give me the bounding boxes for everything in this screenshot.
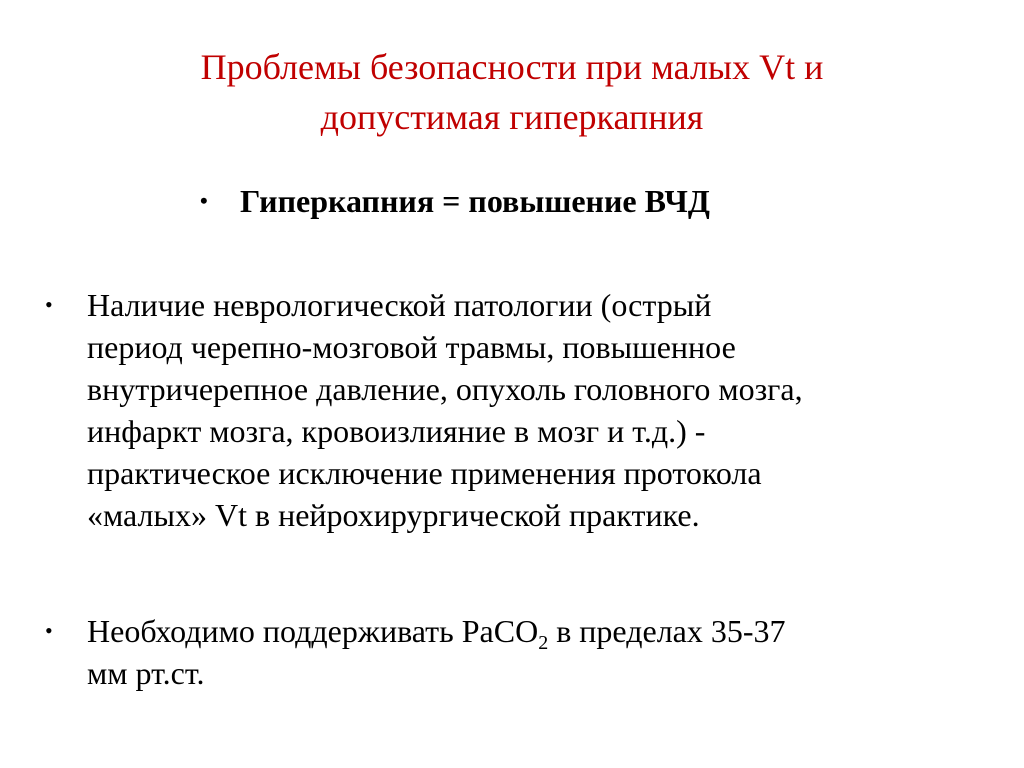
text-line: мм рт.ст.	[87, 655, 205, 691]
bullet-dot-icon: •	[45, 292, 53, 317]
bullet-neurological-text	[87, 284, 985, 536]
text-line: период черепно-мозговой травмы, повышенное	[87, 329, 736, 365]
bullet-dot-icon: •	[200, 188, 208, 213]
bullet-paco2	[45, 610, 985, 694]
text-line: «малых» Vt в нейрохирургической практике.	[87, 497, 700, 533]
text-line: инфаркт мозга, кровоизлияние в мозг и т.д.) -	[87, 413, 706, 449]
title-line-2: допустимая гиперкапния	[320, 97, 704, 137]
paco2-text-before: Необходимо поддерживать PaCO	[87, 613, 539, 649]
text-line	[87, 610, 985, 652]
bullet-neurological-pathology	[45, 284, 985, 536]
bullet-hypercapnia	[200, 180, 900, 222]
bullet-dot-icon: •	[45, 618, 53, 643]
paco2-subscript: 2	[538, 632, 549, 654]
text-line: практическое исключение применения протокола	[87, 455, 762, 491]
bullet-hypercapnia-text: Гиперкапния = повышение ВЧД	[240, 183, 710, 219]
text-line: внутричерепное давление, опухоль головного мозга,	[87, 371, 803, 407]
paco2-text-after: в пределах 35-37	[548, 613, 786, 649]
slide-title	[60, 42, 964, 142]
bullet-paco2-text	[87, 610, 985, 694]
text-line: Наличие неврологической патологии (острый	[87, 287, 712, 323]
title-line-1: Проблемы безопасности при малых Vt и	[200, 47, 824, 87]
